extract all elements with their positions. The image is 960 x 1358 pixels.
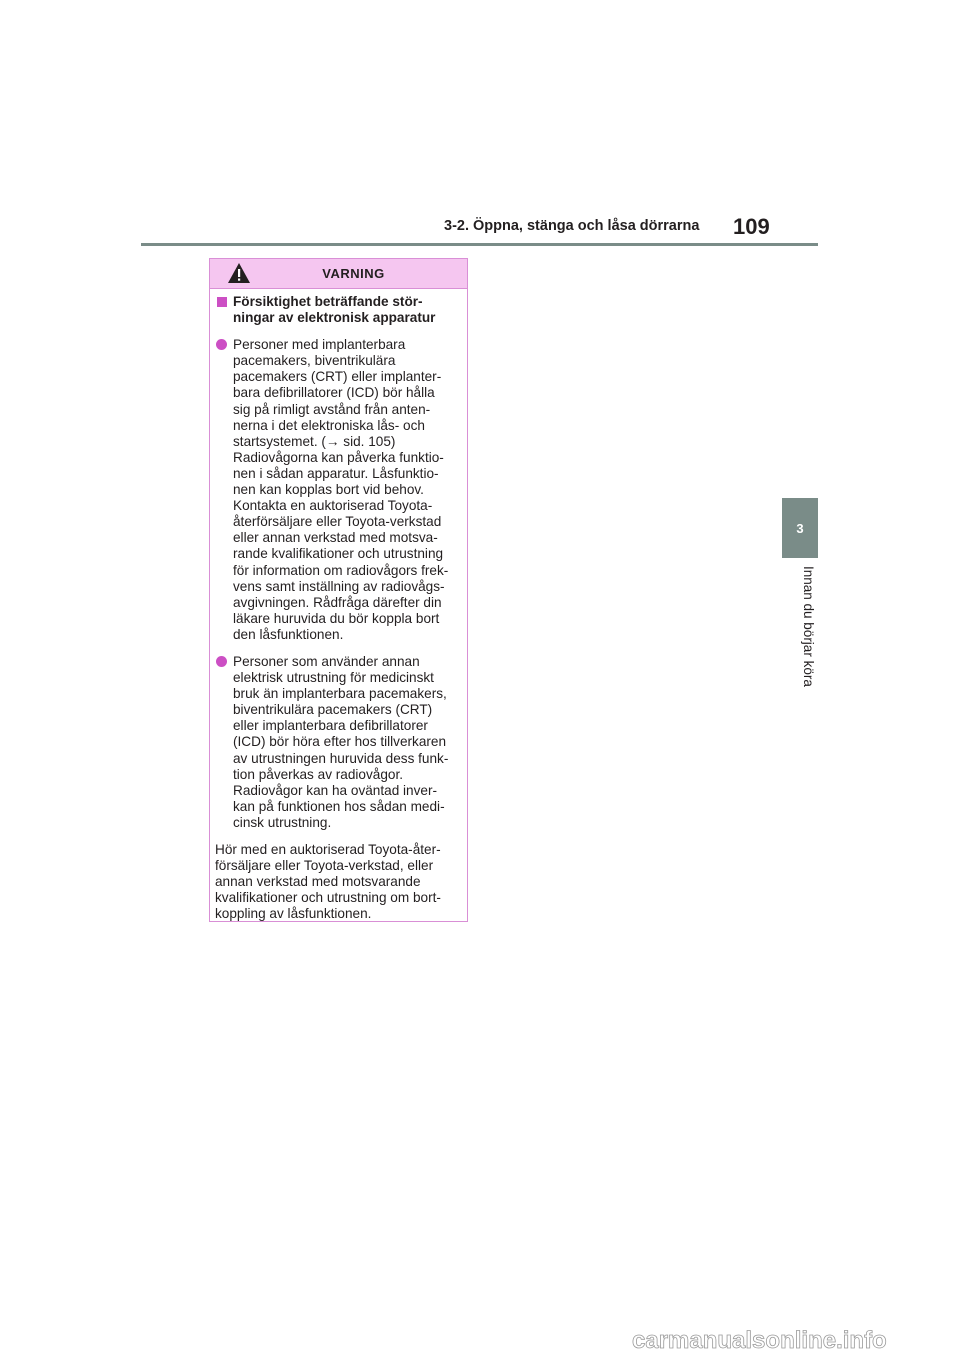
chapter-tab: 3 [782, 498, 818, 558]
warning-subheading-text: Försiktighet beträffande stör- ningar av elektronisk apparatur [233, 294, 436, 326]
watermark-text: carmanualsonline.info [632, 1327, 887, 1354]
warning-body [210, 289, 467, 922]
circle-bullet-icon [216, 339, 227, 350]
warning-header [210, 259, 467, 289]
bullet-text: Personer som använder annan elektrisk utrustning för medicinskt bruk än implanterbara pacemakers, biventrikulära pacemakers (CRT) eller implanterbara defibrillatorer (ICD) bör höra efter hos tillverkaren av utrustningen huruvida dess funk- tion påverkas av radiovågor. Radiovågor kan ha oväntad inver- kan på funktionen hos sådan medi- cinsk utrustning. [233, 653, 449, 830]
list-item [215, 654, 462, 831]
warning-box [209, 258, 468, 922]
warning-title: VARNING [322, 266, 385, 281]
header-divider [141, 243, 818, 246]
chapter-title: Innan du börjar köra [801, 566, 816, 687]
circle-bullet-icon [216, 656, 227, 667]
page-number: 109 [733, 214, 770, 239]
square-bullet-icon [217, 297, 227, 307]
warning-subheading [215, 294, 462, 326]
list-item [215, 337, 462, 643]
section-title: 3-2. Öppna, stänga och låsa dörrarna [444, 218, 700, 234]
closing-paragraph: Hör med en auktoriserad Toyota-åter- försäljare eller Toyota-verkstad, eller annan verkstad med motsvarande kvalifikationer och utrustning om bort- koppling av låsfunktionen. [215, 842, 441, 922]
bullet-text: Personer med implanterbara pacemakers, biventrikulära pacemakers (CRT) eller implanter- bara defibrillatorer (ICD) bör hålla sig på rimligt avstånd från anten- nerna i det elektroniska lås- och startsystemet. (→ sid. 105) Radiovågorna kan påverka funktio- nen i sådan apparatur. Låsfunktio- nen kan kopplas bort vid behov. Kontakta en auktoriserad Toyota- återförsäljare eller Toyota-verkstad eller annan verkstad med motsva- rande kvalifikationer och utrustning för information om radiovågors frek- vens samt inställning av radiovågs- avgivningen. Rådfråga därefter din läkare huruvida du bör koppla bort den låsfunktionen. [233, 337, 449, 642]
watermark [632, 1326, 952, 1356]
warning-triangle-icon [227, 262, 251, 284]
